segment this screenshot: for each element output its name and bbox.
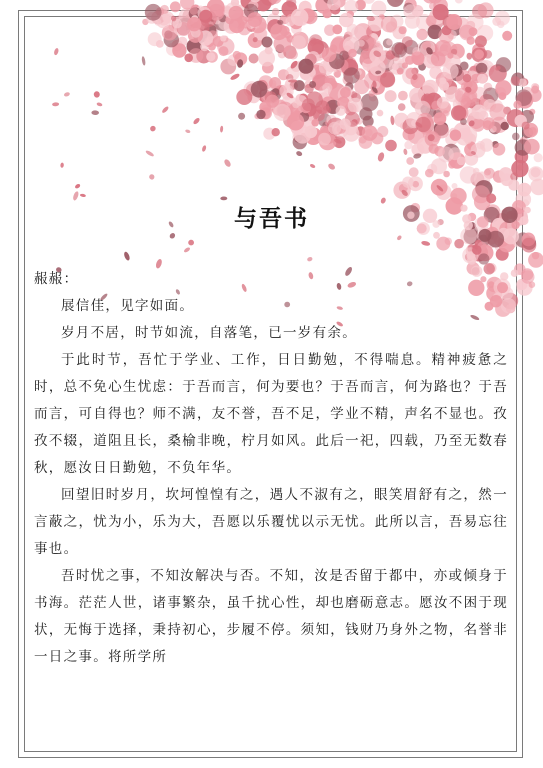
blossom-flower xyxy=(511,269,519,277)
blossom-flower xyxy=(508,180,519,191)
blossom-flower xyxy=(381,16,397,32)
blossom-flower xyxy=(377,126,388,137)
falling-petal xyxy=(466,52,472,60)
blossom-flower xyxy=(316,100,330,114)
falling-petal xyxy=(52,102,59,106)
blossom-flower xyxy=(457,157,466,166)
blossom-flower xyxy=(288,50,298,60)
letter-title: 与吾书 xyxy=(234,205,309,232)
blossom-flower xyxy=(404,141,412,149)
blossom-flower xyxy=(298,59,313,74)
blossom-flower xyxy=(334,71,341,78)
blossom-flower xyxy=(474,49,484,59)
blossom-flower xyxy=(269,77,281,89)
blossom-flower xyxy=(478,253,489,264)
blossom-flower xyxy=(398,103,406,111)
falling-petal xyxy=(327,162,336,171)
blossom-flower xyxy=(206,52,215,61)
blossom-flower xyxy=(385,90,397,102)
blossom-flower xyxy=(437,97,449,109)
blossom-flower xyxy=(512,133,520,141)
blossom-flower xyxy=(340,87,351,98)
blossom-flower xyxy=(285,16,295,26)
blossom-flower xyxy=(454,239,464,249)
blossom-flower xyxy=(452,183,458,189)
blossom-flower xyxy=(478,2,494,18)
paragraph-time-passing: 岁月不居，时节如流，自落笔，已一岁有余。 xyxy=(61,325,357,341)
blossom-flower xyxy=(184,54,193,63)
falling-petal xyxy=(60,162,64,168)
blossom-flower xyxy=(348,98,363,113)
falling-petal xyxy=(53,48,59,56)
blossom-flower xyxy=(238,22,251,35)
blossom-flower xyxy=(460,166,477,183)
blossom-flower xyxy=(493,143,506,156)
blossom-flower xyxy=(249,54,259,64)
blossom-flower xyxy=(270,23,287,40)
falling-petal xyxy=(390,115,395,125)
blossom-flower xyxy=(411,52,424,65)
letter-body xyxy=(34,266,508,671)
blossom-flower xyxy=(332,25,342,35)
blossom-flower xyxy=(529,281,536,288)
falling-petal xyxy=(223,158,232,168)
blossom-flower xyxy=(236,89,252,105)
blossom-flower xyxy=(305,126,318,139)
blossom-flower xyxy=(483,120,493,130)
falling-petal xyxy=(183,247,191,254)
blossom-flower xyxy=(409,167,419,177)
blossom-flower xyxy=(436,237,450,251)
blossom-flower xyxy=(475,35,487,47)
blossom-flower xyxy=(339,118,350,129)
falling-petal xyxy=(403,148,408,155)
blossom-flower xyxy=(489,103,506,120)
falling-petal xyxy=(309,163,316,169)
falling-petal xyxy=(220,126,224,133)
falling-petal xyxy=(396,235,402,241)
blossom-flower xyxy=(455,0,463,4)
blossom-flower xyxy=(429,144,439,154)
blossom-flower xyxy=(398,91,408,101)
blossom-flower xyxy=(322,48,337,63)
blossom-flower xyxy=(406,157,414,165)
falling-petal xyxy=(74,183,81,189)
blossom-flower xyxy=(386,39,393,46)
blossom-flower xyxy=(336,106,346,116)
blossom-flower xyxy=(287,113,304,130)
falling-petal xyxy=(96,102,103,107)
blossom-flower xyxy=(272,128,280,136)
blossom-flower xyxy=(199,10,212,23)
falling-petal xyxy=(421,240,431,246)
blossom-flower xyxy=(510,173,518,181)
paragraph-current-worries: 吾时忧之事，不知汝解决与否。不知，汝是否留于都中，亦或倾身于书海。茫茫人世，诸事繁杂，虽千扰心性，却也磨砺意志。愿汝不困于现状，无悔于选择，秉持初心，步履不停。须知，钱财乃身外之物，名誉非一日之事。将所学所 xyxy=(34,568,508,665)
blossom-flower xyxy=(238,113,245,120)
falling-petal xyxy=(169,232,177,240)
falling-petal xyxy=(377,152,385,163)
blossom-flower xyxy=(403,4,418,19)
blossom-flower xyxy=(450,130,461,141)
blossom-flower xyxy=(220,35,226,41)
blossom-flower xyxy=(262,37,273,48)
falling-petal xyxy=(149,125,157,133)
blossom-flower xyxy=(229,6,244,21)
blossom-flower xyxy=(251,81,268,98)
blossom-flower xyxy=(443,171,450,178)
blossom-flower xyxy=(292,101,300,109)
falling-petal xyxy=(63,92,70,98)
blossom-flower xyxy=(309,81,316,88)
blossom-flower xyxy=(472,245,482,255)
blossom-flower xyxy=(256,110,265,119)
blossom-flower xyxy=(502,31,512,41)
paragraph-busy-reflection: 于此时节，吾忙于学业、工作，日日勤勉，不得喘息。精神疲惫之时，总不免心生忧虑：于吾而言，何为要也？于吾而言，何为路也？于吾而言，可自得也？师不满，友不誉，吾不足，学业不精，声名不显也。孜孜不辍，道阻且长，桑榆非晚，柠月如风。此后一祀，四载，乃至无数春秋，愿汝日日勤勉，不负年华。 xyxy=(34,352,508,476)
blossom-flower xyxy=(499,92,507,100)
blossom-flower xyxy=(477,74,487,84)
blossom-flower xyxy=(495,11,510,26)
blossom-flower xyxy=(266,95,279,108)
falling-petal xyxy=(295,150,303,157)
blossom-flower xyxy=(302,98,315,111)
blossom-flower xyxy=(272,8,279,15)
blossom-flower xyxy=(348,49,357,58)
falling-petal xyxy=(94,91,100,98)
blossom-flower xyxy=(522,238,537,253)
falling-petal xyxy=(161,106,169,114)
blossom-flower xyxy=(368,38,376,46)
salutation: 赧赧： xyxy=(34,271,79,287)
falling-petal xyxy=(80,193,86,197)
blossom-flower xyxy=(428,134,435,141)
blossom-flower xyxy=(233,51,241,59)
blossom-flower xyxy=(385,140,397,152)
falling-petal xyxy=(188,240,194,246)
blossom-flower xyxy=(439,77,446,84)
blossom-flower xyxy=(499,167,513,181)
blossom-flower xyxy=(343,67,359,83)
blossom-flower xyxy=(530,179,543,196)
blossom-flower xyxy=(513,101,521,109)
blossom-flower xyxy=(501,122,509,130)
falling-petal xyxy=(91,110,99,115)
blossom-flower xyxy=(219,46,229,56)
blossom-flower xyxy=(460,118,467,125)
falling-petal xyxy=(145,150,155,158)
blossom-flower xyxy=(469,27,478,36)
blossom-flower xyxy=(462,91,477,106)
falling-petal xyxy=(192,117,200,125)
blossom-flower xyxy=(339,51,349,61)
paragraph-greeting: 展信佳，见字如面。 xyxy=(61,298,195,314)
blossom-flower xyxy=(187,17,201,31)
blossom-flower xyxy=(145,4,162,21)
blossom-flower xyxy=(322,83,332,93)
blossom-flower xyxy=(387,0,404,7)
blossom-flower xyxy=(522,122,530,130)
falling-petal xyxy=(185,129,191,134)
blossom-flower xyxy=(392,63,399,70)
blossom-flower xyxy=(528,252,543,268)
blossom-flower xyxy=(258,50,275,67)
blossom-flower xyxy=(518,183,532,197)
blossom-flower xyxy=(446,14,462,30)
falling-petal xyxy=(123,251,131,261)
blossom-flower xyxy=(328,122,341,135)
blossom-flower xyxy=(521,268,533,280)
blossom-flower xyxy=(358,40,365,47)
blossom-flower xyxy=(435,40,451,56)
blossom-flower xyxy=(425,169,434,178)
blossom-flower xyxy=(417,29,428,40)
blossom-flower xyxy=(311,119,319,127)
falling-petal xyxy=(307,256,314,262)
blossom-flower xyxy=(399,26,407,34)
blossom-flower xyxy=(339,13,354,28)
blossom-flower xyxy=(391,42,407,58)
blossom-flower xyxy=(380,72,395,87)
blossom-flower xyxy=(524,139,540,155)
blossom-flower xyxy=(318,133,331,146)
blossom-flower xyxy=(531,167,541,177)
blossom-flower xyxy=(443,63,459,79)
blossom-flower xyxy=(484,169,491,176)
blossom-flower xyxy=(534,153,543,162)
blossom-flower xyxy=(484,50,493,59)
blossom-flower xyxy=(377,110,384,117)
blossom-flower xyxy=(463,74,471,82)
blossom-flower xyxy=(402,177,413,188)
blossom-flower xyxy=(471,143,486,158)
falling-petal xyxy=(201,145,207,152)
paragraph-looking-back: 回望旧时岁月，坎坷惶惶有之，遇人不淑有之，眼笑眉舒有之，然一言蔽之，忧为小，乐为大，吾愿以乐覆忧以示无忧。此所以言，吾易忘往事也。 xyxy=(34,487,508,557)
blossom-flower xyxy=(156,40,164,48)
falling-petal xyxy=(141,56,146,66)
blossom-flower xyxy=(531,86,539,94)
blossom-flower xyxy=(170,1,181,12)
blossom-flower xyxy=(511,76,521,86)
falling-petal xyxy=(148,174,155,181)
blossom-flower xyxy=(358,135,366,143)
blossom-flower xyxy=(371,1,386,16)
